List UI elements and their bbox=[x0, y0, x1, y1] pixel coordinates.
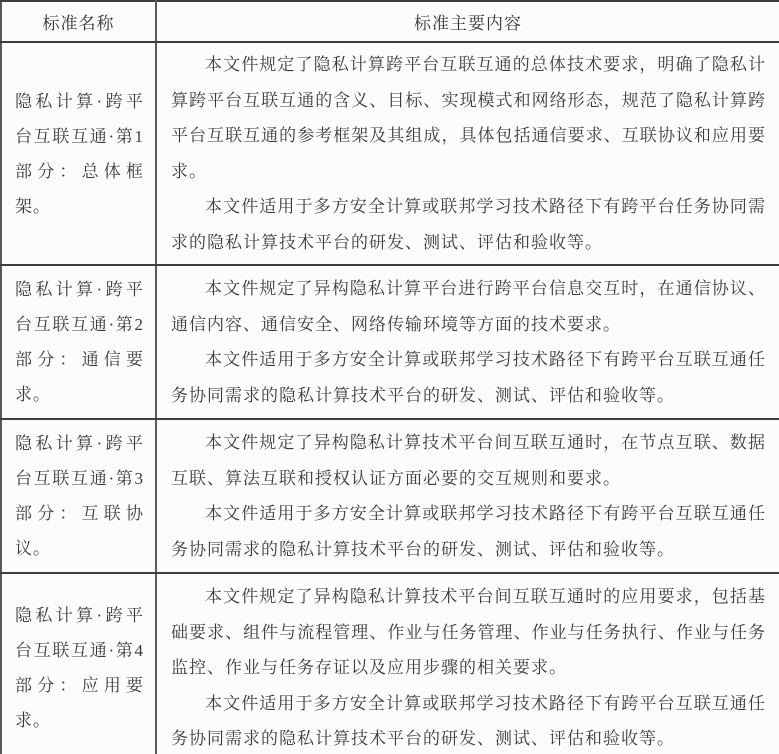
content-paragraph: 本文件规定了异构隐私计算平台进行跨平台信息交互时，在通信协议、通信内容、通信安全、网络传输环境等方面的技术要求。 bbox=[171, 279, 766, 334]
header-standard-name: 标准名称 bbox=[1, 1, 156, 42]
header-standard-content: 标准主要内容 bbox=[156, 1, 779, 42]
content-paragraph: 本文件适用于多方安全计算或联邦学习技术路径下有跨平台任务协同需求的隐私计算技术平台的研发、测试、评估和验收等。 bbox=[171, 197, 766, 252]
table-row bbox=[1, 419, 779, 573]
content-paragraph: 本文件适用于多方安全计算或联邦学习技术路径下有跨平台互联互通任务协同需求的隐私计算技术平台的研发、测试、评估和验收等。 bbox=[171, 504, 766, 559]
standard-name-cell: 隐私计算·跨平台互联互通·第3部分：互联协议。 bbox=[1, 419, 156, 573]
standard-content-cell bbox=[156, 265, 779, 419]
table-header-row bbox=[1, 1, 779, 42]
table-row bbox=[1, 42, 779, 265]
table-row bbox=[1, 573, 779, 754]
content-paragraph: 本文件适用于多方安全计算或联邦学习技术路径下有跨平台互联互通任务协同需求的隐私计算技术平台的研发、测试、评估和验收等。 bbox=[171, 693, 766, 749]
content-paragraph: 本文件适用于多方安全计算或联邦学习技术路径下有跨平台互联互通任务协同需求的隐私计算技术平台的研发、测试、评估和验收等。 bbox=[171, 350, 766, 405]
content-paragraph: 本文件规定了隐私计算跨平台互联互通的总体技术要求，明确了隐私计算跨平台互联互通的含义、目标、实现模式和网络形态，规范了隐私计算跨平台互联互通的参考框架及其组成，具体包括通信要求、互联协议和应用要求。 bbox=[171, 55, 766, 181]
standard-name-cell: 隐私计算·跨平台互联互通·第2部分：通信要求。 bbox=[1, 265, 156, 419]
standard-content-cell bbox=[156, 573, 779, 754]
content-paragraph: 本文件规定了异构隐私计算技术平台间互联互通时的应用要求，包括基础要求、组件与流程管理、作业与任务管理、作业与任务执行、作业与任务监控、作业与任务存证以及应用步骤的相关要求。 bbox=[171, 587, 766, 678]
standard-content-cell bbox=[156, 42, 779, 265]
table-row bbox=[1, 265, 779, 419]
standard-content-cell bbox=[156, 419, 779, 573]
standard-name-cell: 隐私计算·跨平台互联互通·第1部分：总体框架。 bbox=[1, 42, 156, 265]
standard-name-cell: 隐私计算·跨平台互联互通·第4部分：应用要求。 bbox=[1, 573, 156, 754]
content-paragraph: 本文件规定了异构隐私计算技术平台间互联互通时，在节点互联、数据互联、算法互联和授权认证方面必要的交互规则和要求。 bbox=[171, 433, 766, 488]
